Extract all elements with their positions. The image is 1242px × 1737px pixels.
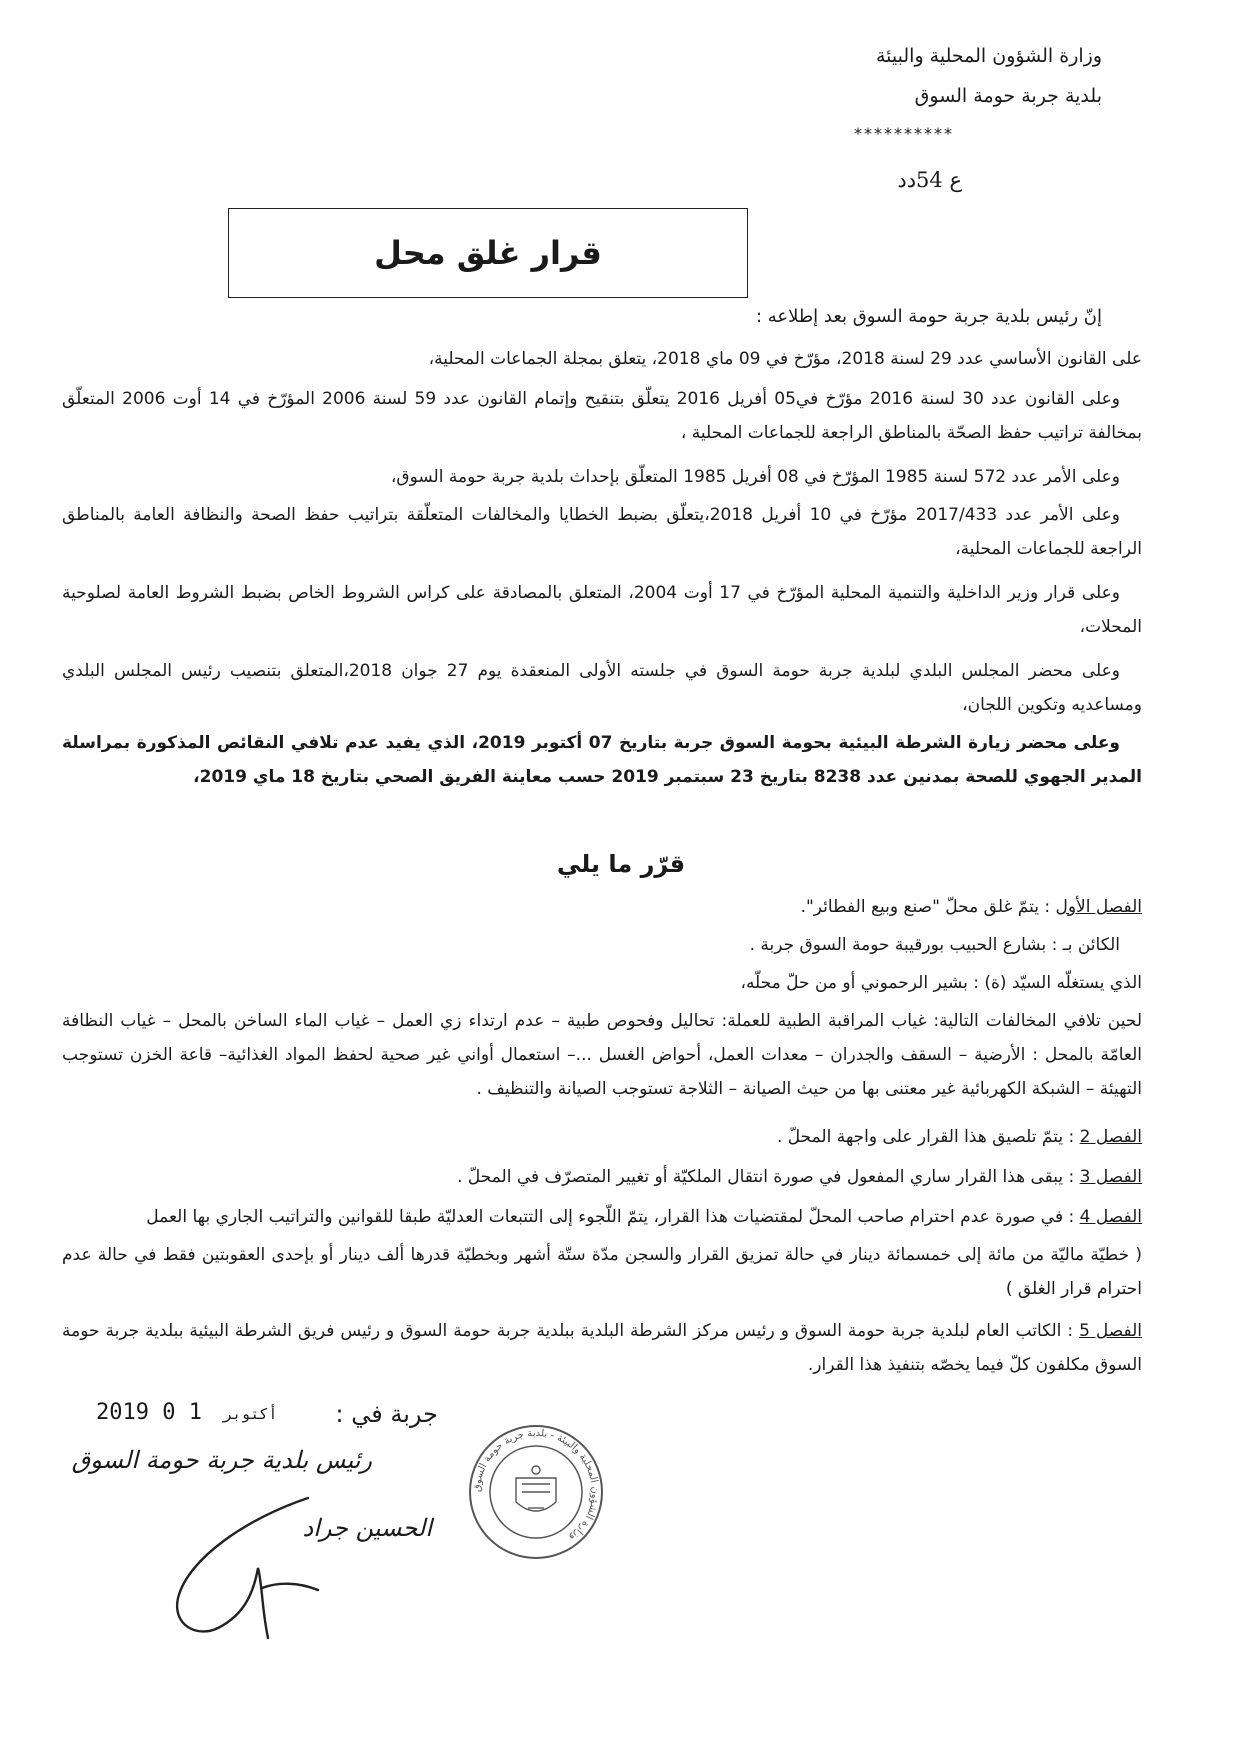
article-5-title: الفصل 5 — [1079, 1321, 1142, 1341]
handwritten-signature — [158, 1478, 328, 1648]
violations-list: لحين تلافي المخالفات التالية: غياب المراقبة الطبية للعملة: تحاليل وفحوص طبية – عدم ارتداء زي العمل – غياب الماء الساخن بالمحل – غياب النظافة العامّة بالمحل : الأرضية – السقف والجدران – معدات العمل، أحواض الغسل ...– استعمال أواني غير صحية لحفظ المواد الغذائية– قاعة الخزن تستوجب التهيئة – الشبكة الكهربائية غير معتنى بها من حيث الصيانة – الثلاجة تستوجب الصيانة والتنظيف . — [62, 1011, 1142, 1099]
title-box — [228, 208, 748, 298]
article-5-text: : الكاتب العام لبلدية جربة حومة السوق و رئيس مركز الشرطة البلدية ببلدية جربة حومة السوق و رئيس فريق الشرطة البيئية ببلدية جربة حومة السوق مكلفون كلّ فيما يخصّه بتنفيذ هذا القرار. — [62, 1321, 1142, 1375]
preamble-item: وعلى محضر المجلس البلدي لبلدية جربة حومة السوق في جلسته الأولى المنعقدة يوم 27 جوان 2018،المتعلق بتنصيب رئيس المجلس البلدي ومساعديه وتكوين اللجان، — [62, 661, 1142, 715]
article-1-text: : يتمّ غلق محلّ "صنع وبيع الفطائر". — [800, 897, 1051, 917]
preamble-item: وعلى القانون عدد 30 لسنة 2016 مؤرّخ في05 أفريل 2016 يتعلّق بتنقيح وإتمام القانون عدد 59 لسنة 2006 المؤرّخ في 14 أوت 2006 المتعلّق بمخالفة تراتيب حفظ الصحّة بالمناطق الراجعة للجماعات المحلية ، — [62, 389, 1142, 443]
decision-heading: قرّر ما يلي — [556, 850, 686, 878]
ministry-name: وزارة الشؤون المحلية والبيئة — [876, 45, 1102, 67]
signature-place: جربة في : — [335, 1400, 438, 1428]
article-4 — [62, 1200, 1142, 1234]
signature-date-day: 1 0 — [162, 1400, 202, 1425]
article-4-title: الفصل 4 — [1079, 1207, 1142, 1227]
article-3-text: : يبقى هذا القرار ساري المفعول في صورة انتقال الملكيّة أو تغيير المتصرّف في المحلّ . — [457, 1167, 1075, 1187]
article-3 — [62, 1160, 1142, 1194]
emblem-icon — [516, 1466, 556, 1511]
article-1 — [62, 890, 1142, 924]
article-2-text: : يتمّ تلصيق هذا القرار على واجهة المحلّ . — [776, 1127, 1075, 1147]
article-4-penalty: ( خطيّة ماليّة من مائة إلى خمسمائة دينار في حالة تمزيق القرار والسجن مدّة ستّة أشهر وبخطيّة قدرها ألف دينار أو بإحدى العقوبتين فقط في حالة عدم احترام قرار الغلق ) — [62, 1245, 1142, 1299]
article-3-title: الفصل 3 — [1079, 1167, 1142, 1187]
article-1-title: الفصل الأول — [1055, 897, 1142, 917]
shop-operator: الذي يستغلّه السيّد (ة) : بشير الرحموني أو من حلّ محلّه، — [740, 973, 1142, 993]
article-5 — [62, 1314, 1142, 1382]
stamp-text: وزارة الشؤون المحلية والبيئة - بلدية جربة حومة السوق — [471, 1427, 601, 1544]
signatory-name: الحسين جراد — [302, 1514, 432, 1542]
signature-date-year: 2019 — [96, 1400, 149, 1425]
article-4-text: : في صورة عدم احترام صاحب المحلّ لمقتضيات هذا القرار، يتمّ اللّجوء إلى التتبعات العدليّة طبقا للقوانين والتراتيب الجاري بها العمل — [146, 1207, 1075, 1227]
official-stamp — [466, 1422, 606, 1562]
shop-location: الكائن بـ : بشارع الحبيب بورقيبة حومة السوق جربة . — [749, 935, 1120, 955]
preamble-item-inspection: وعلى محضر زيارة الشرطة البيئية بحومة السوق جربة بتاريخ 07 أكتوبر 2019، الذي يفيد عدم تلافي النقائص المذكورة بمراسلة المدير الجهوي للصحة بمدنين عدد 8238 بتاريخ 23 سبتمبر 2019 حسب معاينة الفريق الصحي بتاريخ 18 ماي 2019، — [62, 733, 1142, 787]
preamble-intro: إنّ رئيس بلدية جربة حومة السوق بعد إطلاعه : — [755, 306, 1102, 327]
document-title: قرار غلق محل — [374, 234, 602, 272]
preamble-item: على القانون الأساسي عدد 29 لسنة 2018، مؤرّخ في 09 ماي 2018، يتعلق بمجلة الجماعات المحلية، — [428, 349, 1142, 369]
signature-office: رئيس بلدية جربة حومة السوق — [71, 1446, 372, 1474]
signature-date-month: أكتوبر — [223, 1405, 278, 1423]
municipality-name: بلدية جربة حومة السوق — [914, 85, 1102, 107]
article-2 — [62, 1120, 1142, 1154]
header-stars: ********** — [854, 124, 954, 143]
article-2-title: الفصل 2 — [1079, 1127, 1142, 1147]
signature-date — [96, 1400, 285, 1425]
preamble-item: وعلى الأمر عدد 2017/433 مؤرّخ في 10 أفريل 2018،يتعلّق بضبط الخطايا والمخالفات المتعلّقة بتراتيب حفظ الصحة والنظافة العامة بالمناطق الراجعة للجماعات المحلية، — [62, 505, 1142, 559]
preamble-item: وعلى الأمر عدد 572 لسنة 1985 المؤرّخ في 08 أفريل 1985 المتعلّق بإحداث بلدية جربة حومة السوق، — [390, 467, 1120, 487]
preamble-item: وعلى قرار وزير الداخلية والتنمية المحلية المؤرّخ في 17 أوت 2004، المتعلق بالمصادقة على كراس الشروط الخاص بضبط الشروط العامة لصلوحية المحلات، — [62, 583, 1142, 637]
reference-number: ع 54دد — [897, 168, 962, 192]
